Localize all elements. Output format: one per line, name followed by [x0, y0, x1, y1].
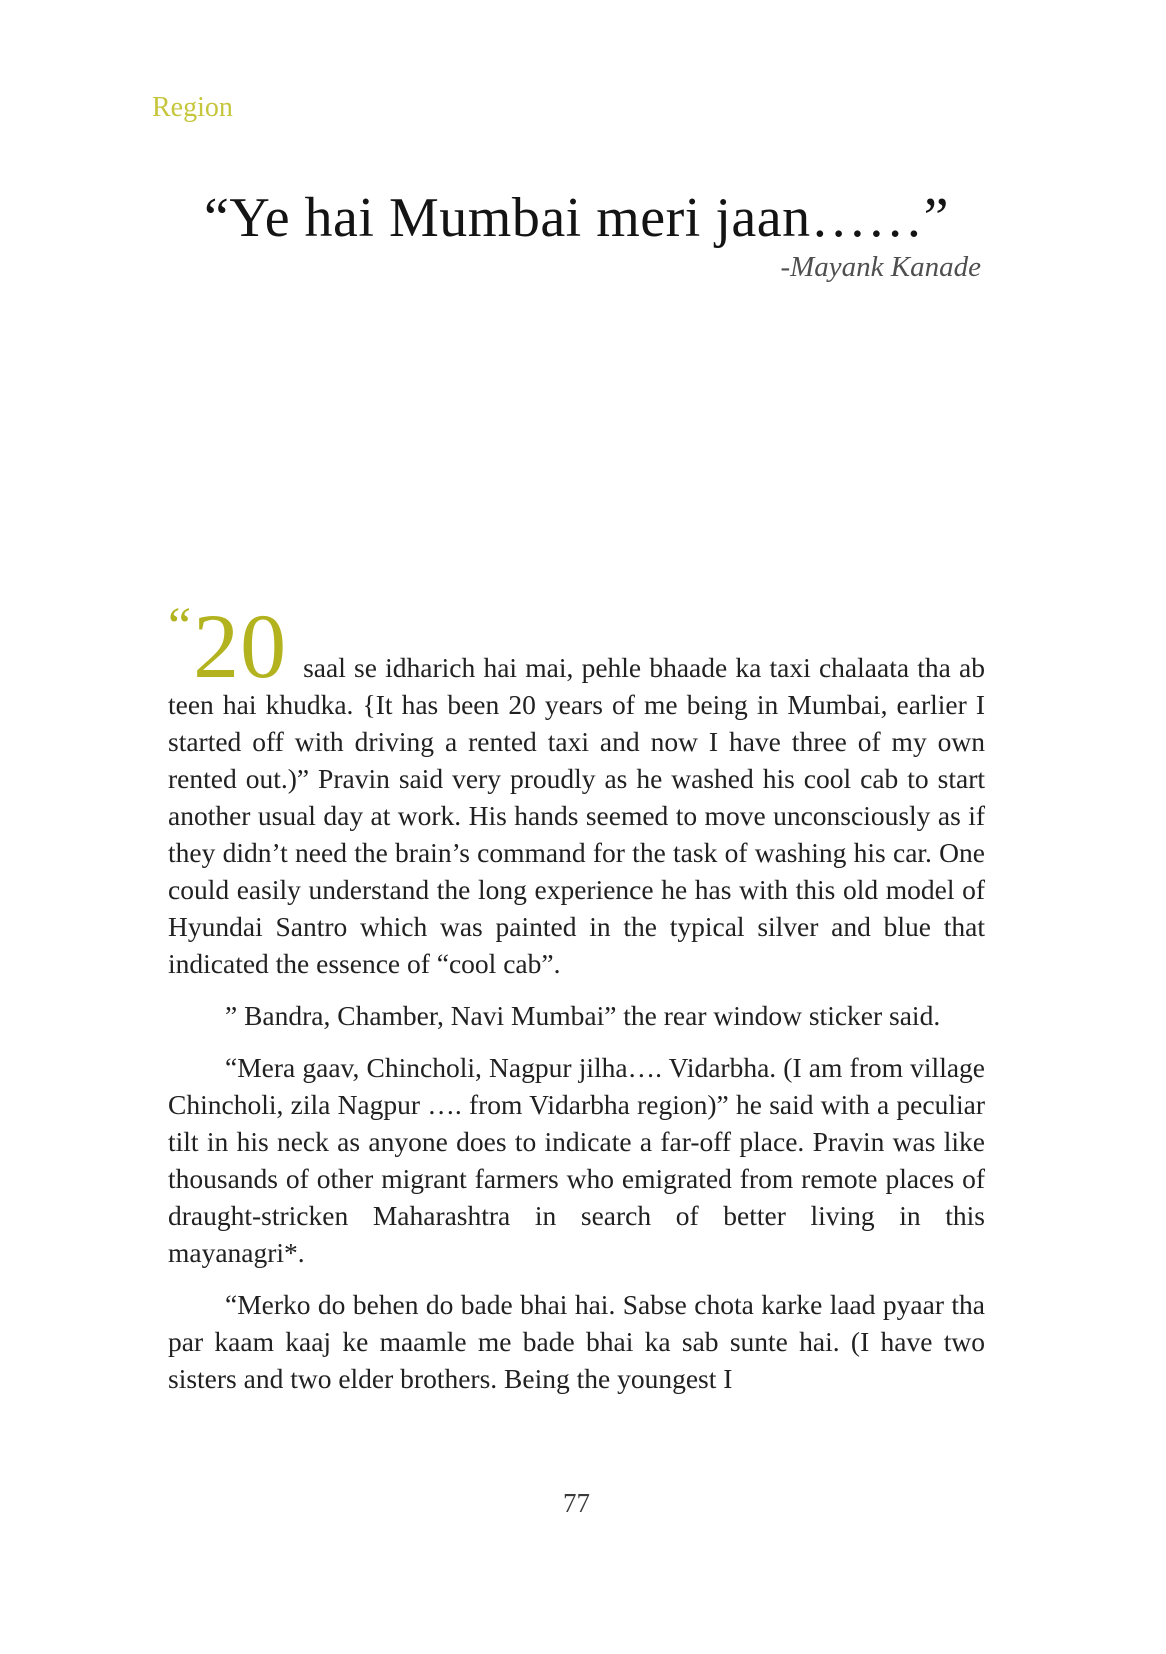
drop-cap-number: 20 [193, 595, 288, 697]
article-body [168, 595, 985, 1412]
section-label: Region [152, 92, 233, 123]
paragraph: ” Bandra, Chamber, Navi Mumbai” the rear window sticker said. [225, 1000, 941, 1031]
author-attribution: -Mayank Kanade [780, 250, 981, 283]
paragraph-text: saal se idharich hai mai, pehle bhaade ka taxi chalaata tha ab teen hai khudka. {It has been 20 years of me being in Mumbai, earlier I started off with driving a rented taxi and now I have three of my own rented out.)” Pravin said very proudly as he washed his cool cab to start another usual day at work. His hands seemed to move unconsciously as if they didn’t need the brain’s command for the task of washing his car. One could easily understand the long experience he has with this old model of Hyundai Santro which was painted in the typical silver and blue that indicated the essence of “cool cab”. [168, 652, 985, 979]
paragraph: “Merko do behen do bade bhai hai. Sabse chota karke laad pyaar tha par kaam kaaj ke maamle me bade bhai ka sab sunte hai. (I have two sisters and two elder brothers. Being the youngest I [168, 1289, 985, 1394]
title-block [168, 188, 985, 284]
paragraph-opening [168, 595, 985, 982]
paragraph: “Mera gaav, Chincholi, Nagpur jilha…. Vidarbha. (I am from village Chincholi, zila Nagpur …. from Vidarbha region)” he said with a peculiar tilt in his neck as anyone does to indicate a far-off place. Pravin was like thousands of other migrant farmers who emigrated from remote places of draught-stricken Maharashtra in search of better living in this mayanagri*. [168, 1052, 985, 1268]
page-title: “Ye hai Mumbai meri jaan……” [204, 187, 949, 249]
drop-cap-quote: “ [168, 598, 194, 655]
page-number: 77 [563, 1488, 590, 1518]
drop-cap [168, 595, 303, 697]
